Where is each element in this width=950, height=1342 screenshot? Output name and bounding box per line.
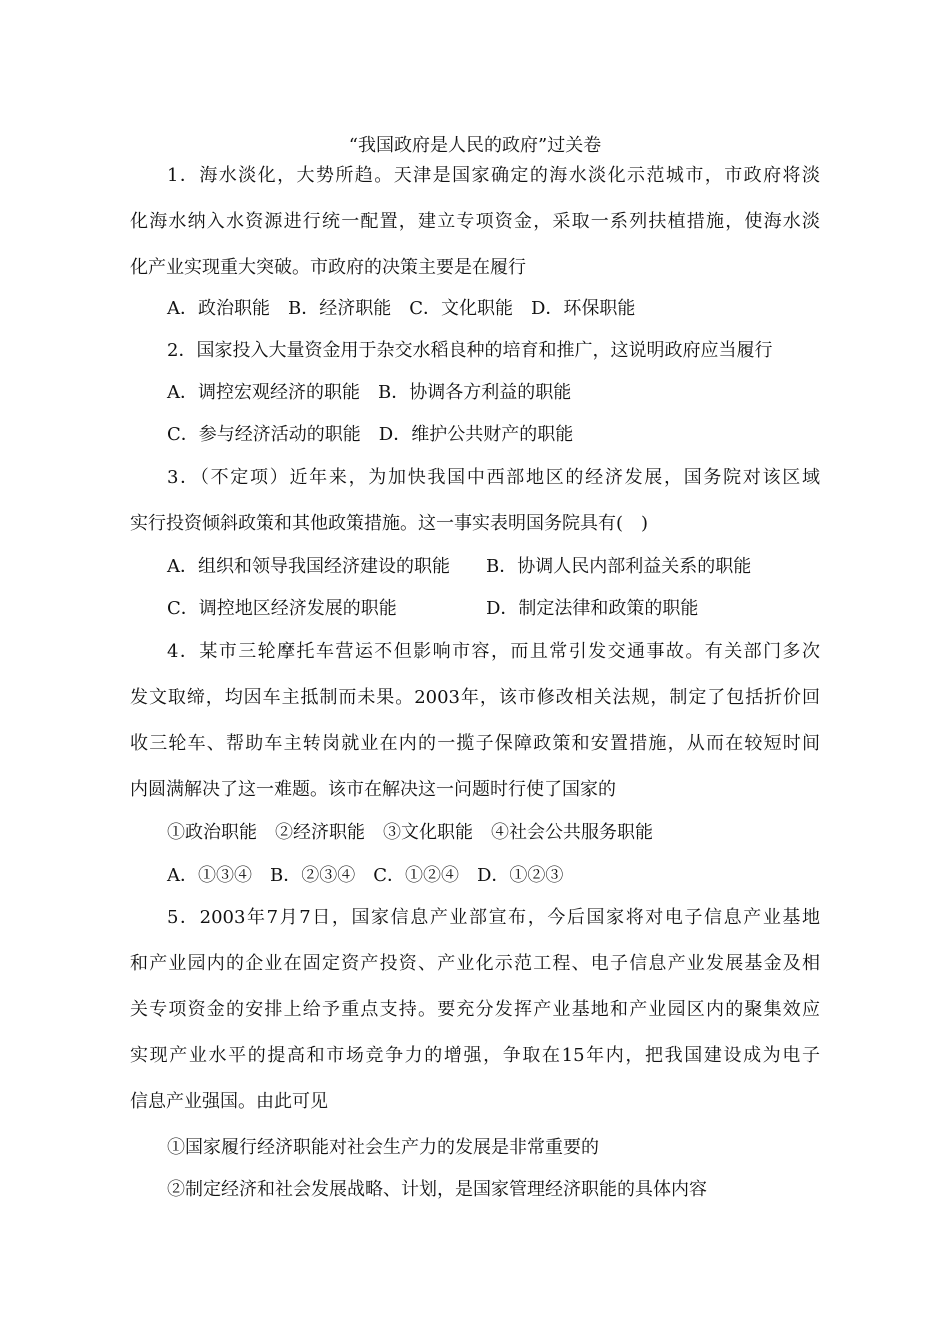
q3-option-a: A．组织和领导我国经济建设的职能 (167, 556, 450, 577)
q1-options: A．政治职能 B．经济职能 C．文化职能 D．环保职能 (167, 298, 636, 319)
q1-line-1: 1．海水淡化，大势所趋。天津是国家确定的海水淡化示范城市，市政府将淡 (167, 165, 820, 186)
q3-option-d: D．制定法律和政策的职能 (486, 598, 699, 619)
q4-items: ①政治职能 ②经济职能 ③文化职能 ④社会公共服务职能 (167, 822, 653, 843)
q4-line-2: 发文取缔，均因车主抵制而未果。2003年，该市修改相关法规，制定了包括折价回 (130, 687, 820, 708)
q5-item-1: ①国家履行经济职能对社会生产力的发展是非常重要的 (167, 1137, 599, 1158)
q5-line-5: 信息产业强国。由此可见 (130, 1091, 328, 1112)
q4-line-3: 收三轮车、帮助车主转岗就业在内的一揽子保障政策和安置措施，从而在较短时间 (130, 733, 820, 754)
q3-option-c: C．调控地区经济发展的职能 (167, 598, 397, 619)
q4-line-4: 内圆满解决了这一难题。该市在解决这一问题时行使了国家的 (130, 779, 616, 800)
q5-line-2: 和产业园内的企业在固定资产投资、产业化示范工程、电子信息产业发展基金及相 (130, 953, 820, 974)
q5-line-4: 实现产业水平的提高和市场竞争力的增强，争取在15年内，把我国建设成为电子 (130, 1045, 820, 1066)
q5-line-3: 关专项资金的安排上给予重点支持。要充分发挥产业基地和产业园区内的聚集效应 (130, 999, 820, 1020)
q5-item-2: ②制定经济和社会发展战略、计划，是国家管理经济职能的具体内容 (167, 1179, 707, 1200)
q3-line-1: 3．（不定项）近年来，为加快我国中西部地区的经济发展，国务院对该区域 (167, 467, 820, 488)
q2-line-1: 2．国家投入大量资金用于杂交水稻良种的培育和推广，这说明政府应当履行 (167, 340, 773, 361)
q1-line-3: 化产业实现重大突破。市政府的决策主要是在履行 (130, 257, 526, 278)
q5-line-1: 5．2003年7月7日，国家信息产业部宣布，今后国家将对电子信息产业基地 (167, 907, 820, 928)
q1-line-2: 化海水纳入水资源进行统一配置，建立专项资金，采取一系列扶植措施，使海水淡 (130, 211, 820, 232)
q2-options-cd: C．参与经济活动的职能 D．维护公共财产的职能 (167, 424, 574, 445)
page-title: “我国政府是人民的政府”过关卷 (348, 135, 602, 156)
q3-option-b: B．协调人民内部利益关系的职能 (486, 556, 752, 577)
q3-line-2: 实行投资倾斜政策和其他政策措施。这一事实表明国务院具有( ) (130, 513, 649, 534)
q4-options: A．①③④ B．②③④ C．①②④ D．①②③ (167, 865, 564, 886)
q4-line-1: 4．某市三轮摩托车营运不但影响市容，而且常引发交通事故。有关部门多次 (167, 641, 820, 662)
q2-options-ab: A．调控宏观经济的职能 B．协调各方利益的职能 (167, 382, 572, 403)
